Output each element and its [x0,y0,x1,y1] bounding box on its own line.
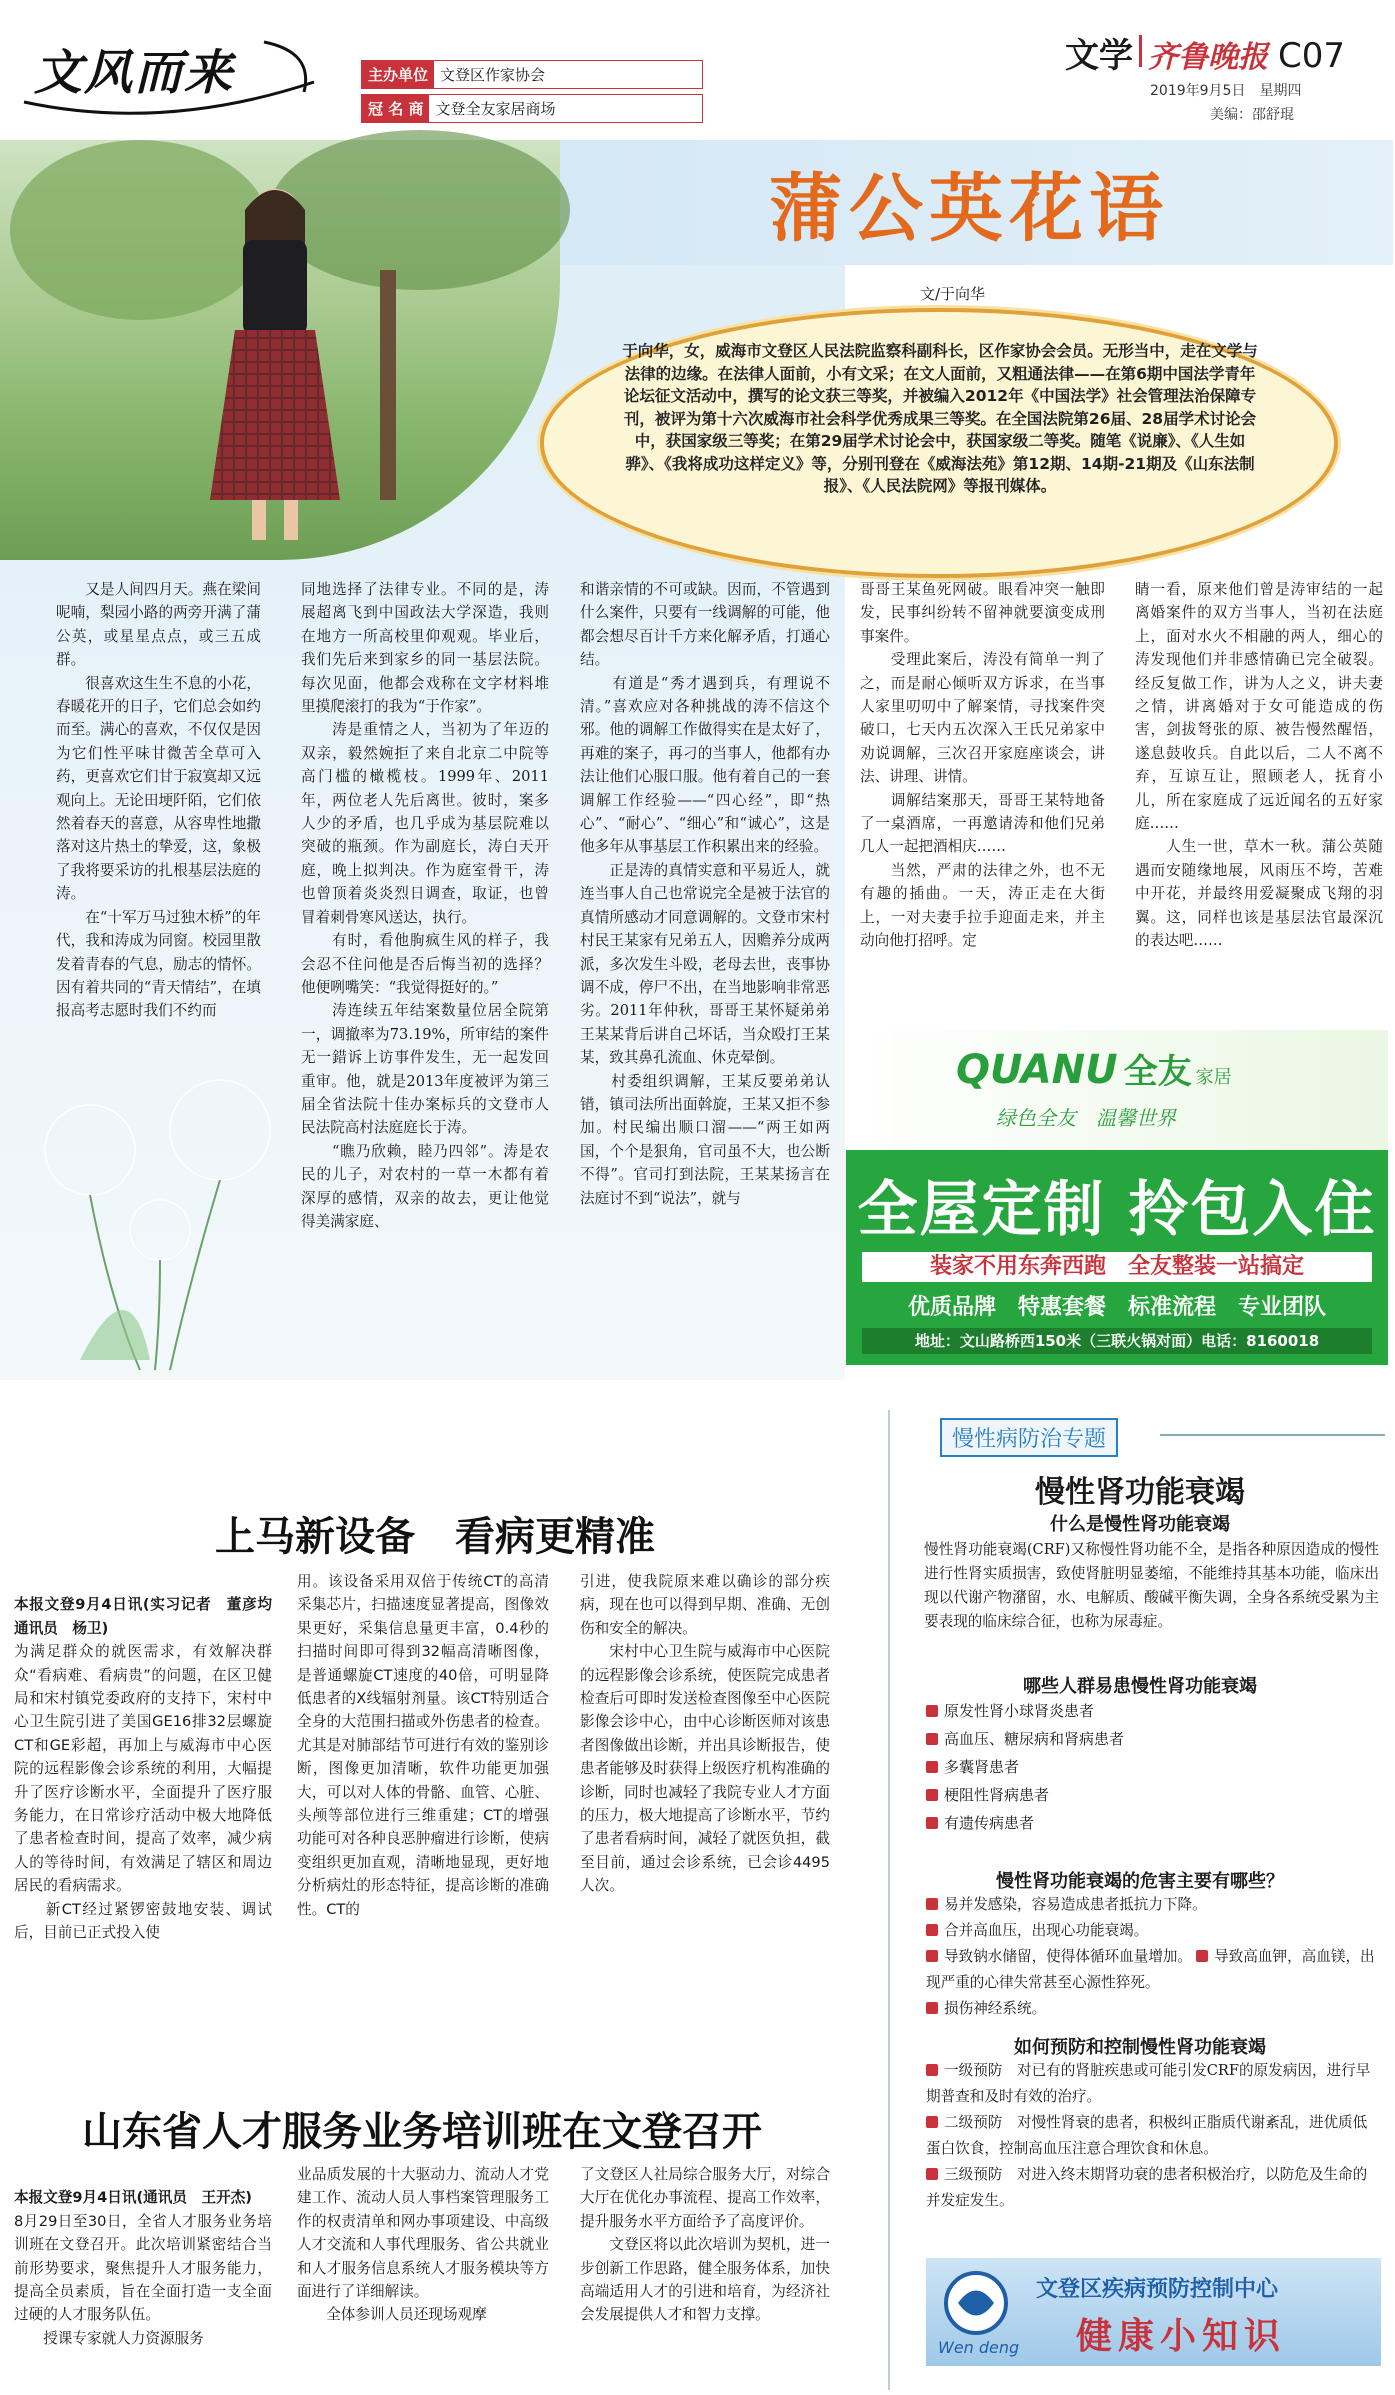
article2-title: 上马新设备 看病更精准 [215,1514,655,1560]
harm-item: 导致钠水储留，使得体循环血量增加。 导致高血钾，高血镁，出现严重的心律失常甚至心源性猝死。 [926,1948,1375,1991]
sponsor-label: 主办单位 [362,61,434,88]
article2-column-2: 用。该设备采用双倍于传统CT的高清采集芯片，扫描速度显著提高，图像效果更好，采集信息量更丰富，0.4秒的扫描时间即可得到32幅高清晰图像，是普通螺旋CT速度的40倍，可明显降低患者的X线辐射剂量。该CT特别适合全身的大范围扫描或外伤患者的检查。尤其是对肺部结节可进行有效的鉴别诊断，图像更加清晰，软件功能更加强大，可以对人体的骨骼、血管、心脏、头颅等部位进行三维重建；CT的增强功能可对各种良恶肿瘤进行诊断，使病变组织更加直观，清晰地显现，更好地分析病灶的形态特征，提高诊断的准确性。CT的 [297,1573,549,1918]
health-q1: 什么是慢性肾功能衰竭 [1050,1514,1230,1535]
ad-brand-latin: QUANU [956,1047,1118,1093]
title-sponsor-row [361,94,703,123]
editor-credit: 美编：邵舒琨 [1210,107,1294,123]
feature-title: 蒲公英花语 [769,166,1169,252]
risk-item: 有遗传病患者 [926,1809,1376,1837]
article2-lead: 本报文登9月4日讯(实习记者 董彦均 通讯员 杨卫) [14,1596,287,1637]
column-logo [14,22,344,118]
risk-item: 多囊肾患者 [926,1753,1376,1781]
feature-column-1: 又是人间四月天。燕在梁间呢喃，梨园小路的两旁开满了蒲公英，或星星点点，或三五成群。 很喜欢这生生不息的小花，春暖花开的日子，它们总会如约而至。满心的喜欢，不仅仅是因为它们性平味甘微苦全草可入药，更喜欢它们甘于寂寞却又远观向上。无论田埂阡陌，它们依然着春天的喜意，从容卑性地撒落对这片热土的挚爱，这，象极了我将要采访的扎根基层法庭的涛。 在“十军万马过独木桥”的年代，我和涛成为同窗。校园里散发着青春的气息，励志的情怀。因有着共同的“青天情结”，在填报高考志愿时我们不约而 [56,581,261,1020]
harm-item: 易并发感染，容易造成患者抵抗力下降。 [926,1892,1381,1918]
health-tag-rule [1160,1434,1385,1436]
square-bullet-icon [926,1733,938,1745]
feature-column-2: 同地选择了法律专业。不同的是，涛展超离飞到中国政法大学深造，我则在地方一所高校里仰观观。毕业后，我们先后来到家乡的同一基层法院。每次见面，他都会戏称在文字材料堆里摸爬滚打的我为“于作家”。 涛是重情之人，当初为了年迈的双亲，毅然婉拒了来自北京二中院等高门槛的橄榄枝。1999年、2011年，两位老人先后离世。彼时，案多人少的矛盾，也几乎成为基层院难以突破的瓶颈。作为副庭长，涛白天开庭，晚上拟判决。作为庭室骨干，涛也曾顶着炎炎烈日调查，取证，也曾冒着刺骨寒风送达，执行。 有时，看他朐疯生风的样子，我会忍不住问他是否后悔当初的选择？他便咧嘴笑：“我觉得挺好的。” 涛连续五年结案数量位居全院第一，调撤率为73.19%，所审结的案件无一錯诉上访事件发生，无一起发回重审。他，就是2013年度被评为第三届全省法院十佳办案标兵的文登市人民法院高村法庭庭长于涛。 “瞧乃欣赖，睦乃四邻”。涛是农民的儿子，对农村的一草一木都有着深厚的感情，双亲的故去，更让他觉得美满家庭、 [301,581,549,1230]
author-figure-graphic [0,140,560,560]
title-sponsor-label: 冠 名 商 [362,95,429,122]
cdc-org-name: 文登区疾病预防控制中心 [1036,2277,1279,2302]
health-title: 慢性肾功能衰竭 [1035,1475,1245,1510]
square-bullet-icon [926,1705,938,1717]
prevention-item: 二级预防 对慢性肾衰的患者，积极纠正脂质代谢紊乱，进优质低蛋白饮食，控制高血压注意合理饮食和休息。 [926,2114,1368,2157]
dandelion-illustration [20,1060,300,1370]
prevention-item: 三级预防 对进入终末期肾功衰的患者积极治疗，以防危及生命的并发症发生。 [926,2166,1368,2209]
ad-slogan: 绿色全友 温馨世界 [996,1106,1176,1130]
masthead-divider [1139,35,1142,67]
page-number: C07 [1278,36,1346,76]
brush-swirl-icon [14,22,334,118]
article3-column-2: 业品质发展的十大驱动力、流动人才党建工作、流动人员人事档案管理服务工作的权责清单和网办事项建设、中高级人才交流和人事代理服务、省公共就业和人才服务信息系统人才服务模块等方面进行了详细解读。 全体参训人员还现场观摩 [297,2166,549,2324]
ad-headline: 全屋定制 拎包入住 [857,1175,1377,1245]
paper-name: 齐鲁晚报 [1148,40,1268,75]
square-bullet-icon [926,2168,938,2180]
article2-column-1 [14,1570,287,1995]
ad-address: 地址：文山路桥西150米（三联火锅对面）电话：8160018 [862,1328,1372,1354]
square-bullet-icon [926,1761,938,1773]
article2-column-3: 引进，使我院原来难以确诊的部分疾病，现在也可以得到早期、准确、无创伤和安全的解决。 宋村中心卫生院与威海市中心医院的远程影像会诊系统，使医院完成患者检查后可即时发送检查图像至中心医院影像会诊中心，由中心诊断医师对该患者图像做出诊断，并出具诊断报告，使患者能够及时获得上级医疗机构准确的诊断，同时也减轻了我院专业人才方面的压力，极大地提高了诊断水平，节约了患者看病时间，减轻了就医负担，截至目前，通过会诊系统，已会诊4495人次。 [580,1573,830,1895]
cdc-slogan: 健康小知识 [1076,2315,1287,2357]
cdc-banner [926,2258,1381,2366]
article3-column-1 [14,2163,272,2388]
square-bullet-icon [926,1817,938,1829]
health-q2: 哪些人群易患慢性肾功能衰竭 [1023,1676,1257,1697]
square-bullet-icon [926,1924,938,1936]
square-bullet-icon [1196,1950,1208,1962]
harm-list [926,1892,1381,2022]
article2-column-1-text: 为满足群众的就医需求，有效解决群众“看病难、看病贵”的问题，在区卫健局和宋村镇党委政府的支持下，宋村中心卫生院引进了美国GE16排32层螺旋CT和GE彩超，再加上与威海市中心医院的远程影像会诊系统的利用，大幅提升了医疗诊断水平，全面提升了医疗服务能力，在日常诊疗活动中极大地降低了患者检查时间，提高了效率，减少病人的等待时间，有效满足了辖区和周边居民的看病需求。 新CT经过紧锣密鼓地安装、调试后，目前已正式投入使 [14,1643,272,1942]
article3-column-3: 了文登区人社局综合服务大厅，对综合大厅在优化办事流程、提高工作效率，提升服务水平方面给予了高度评价。 文登区将以此次培训为契机，进一步创新工作思路，健全服务体系，加快高端适用人才的引进和培育，为经济社会发展提供人才和智力支撑。 [580,2166,830,2324]
sponsor-row [361,60,703,89]
column-title: 文风而来 [34,45,235,101]
ad-line-3: 优质品牌 特惠套餐 标准流程 专业团队 [907,1295,1326,1320]
article3-lead: 本报文登9月4日讯(通讯员 王开杰) [14,2189,252,2207]
health-q3: 慢性肾功能衰竭的危害主要有哪些？ [996,1871,1284,1892]
furniture-advertisement[interactable] [846,1030,1388,1365]
prevention-item: 一级预防 对已有的肾脏疾患或可能引发CRF的原发病因，进行早期普查和及时有效的治疗。 [926,2062,1371,2105]
harm-item: 合并高血压，出现心功能衰竭。 [926,1918,1381,1944]
title-sponsor-value: 文登全友家居商场 [435,100,556,118]
square-bullet-icon [926,1950,938,1962]
masthead [1065,28,1385,76]
harm-item: 损伤神经系统。 [926,1996,1381,2022]
square-bullet-icon [926,2064,938,2076]
health-a1: 慢性肾功能衰竭(CRF)又称慢性肾功能不全，是指各种原因造成的慢性进行性肾实质损害，致使肾脏明显萎缩，不能维持其基本功能，临床出现以代谢产物潴留，水、电解质、酸碱平衡失调，全身各系统受累为主要表现的临床综合征，也称为尿毒症。 [924,1541,1379,1630]
article3-column-1-text: 8月29日至30日，全省人才服务业务培训班在文登召开。此次培训紧密结合当前形势要求，聚焦提升人才服务能力，提高全员素质，旨在全面打造一支全面过硬的人才服务队伍。 授课专家就人力资源服务 [14,2212,272,2347]
author-photo [0,140,560,560]
health-tag: 慢性病防治专题 [940,1418,1118,1457]
prevention-list [926,2058,1381,2214]
feature-column-3: 和谐亲情的不可或缺。因而，不管遇到什么案件，只要有一线调解的可能，他都会想尽百计千方来化解矛盾，打通心结。 有道是“秀才遇到兵，有理说不清。”喜欢应对各种挑战的涛不信这个邪。他的调解工作做得实在是太好了，再难的案子，再刁的当事人，他都有办法让他们心服口服。他有着自己的一套调解工作经验——“四心经”，即“热心”、“耐心”、“细心”和“诚心”，这是他多年从事基层工作积累出来的经验。 正是涛的真情实意和平易近人，就连当事人自己也常说完全是被于法官的真情所感动才同意调解的。文登市宋村村民王某家有兄弟五人，因赡养分成两派，多次发生斗殴，老母去世，丧事协调不成，停尸不出，在当地影响非常恶劣。2011年仲秋，哥哥王某怀疑弟弟王某某背后讲自己坏话，当众殴打王某某，致其鼻孔流血、休克晕倒。 村委组织调解，王某反要弟弟认错，镇司法所出面斡旋，王某又拒不参加。村民编出顺口溜——“两王如两国，个个是狠角，官司虽不大，也公断不得”。官司打到法院，王某某扬言在法庭讨不到“说法”，就与 [580,581,830,1207]
ad-brand-suffix: 家居 [1195,1067,1232,1088]
square-bullet-icon [926,1898,938,1910]
risk-list [926,1697,1376,1837]
ad-line-2: 装家不用东奔西跑 全友整装一站搞定 [862,1252,1372,1282]
risk-item: 梗阻性肾病患者 [926,1781,1376,1809]
sponsor-value: 文登区作家协会 [440,66,546,84]
section-name: 文学 [1065,36,1133,76]
cdc-logo-text: Wen deng [938,2338,1020,2357]
feature-column-5: 睛一看，原来他们曾是涛审结的一起离婚案件的双方当事人，当初在法庭上，面对水火不相融的两人，细心的涛发现他们并非感情确已完全破裂。经反复做工作，讲为人之义，讲夫妻之情，讲离婚对于女可能造成的伤害，剑拔弩张的原、被告慢然醒悟，遂息鼓收兵。自此以后，二人不离不弃，互谅互让，照顾老人，抚育小儿，所在家庭成了远近闻名的五好家庭…… 人生一世，草木一秋。蒲公英随遇而安随缘地展，风雨压不垮，苦难中开花，并最终用爱凝聚成飞翔的羽翼。这，同样也该是基层法官最深沉的表达吧…… [1135,581,1383,950]
cdc-logo-icon [936,2268,1016,2338]
square-bullet-icon [926,2002,938,2014]
article3-title: 山东省人才服务业务培训班在文登召开 [82,2109,762,2155]
risk-item: 高血压、糖尿病和肾病患者 [926,1725,1376,1753]
issue-date: 2019年9月5日 星期四 [1150,83,1302,99]
ad-brand-cn: 全友 [1123,1052,1192,1092]
health-q4: 如何预防和控制慢性肾功能衰竭 [1014,2037,1266,2058]
feature-byline: 文/于向华 [920,285,986,303]
author-bio: 于向华，女，威海市文登区人民法院监察科副科长，区作家协会会员。无形当中，走在文学与法律的边缘。在法律人面前，小有文采；在文人面前，又粗通法律——在第6期中国法学青年论坛征文活动中，撰写的论文获三等奖，并被编入2012年《中国法学》社会管理法治保障专刊，被评为第十六次威海市社会科学优秀成果三等奖。在全国法院第26届、28届学术讨论会中，获国家级三等奖；在第29届学术讨论会中，获国家级二等奖。随笔《说廉》、《人生如骅》、《我将成功这样定义》等，分别刊登在《威海法苑》第12期、14期-21期及《山东法制报》、《人民法院网》等报刊媒体。 [622,342,1258,495]
square-bullet-icon [926,1789,938,1801]
square-bullet-icon [926,2116,938,2128]
risk-item: 原发性肾小球肾炎患者 [926,1697,1376,1725]
feature-column-4: 哥哥王某鱼死网破。眼看冲突一触即发，民事纠纷转不留神就要演变成刑事案件。 受理此案后，涛没有简单一判了之，而是耐心倾听双方诉求，在当事人家里叨叨中了解案情，寻找案件突破口，七天内五次深入王氏兄弟家中劝说调解，三次召开家庭座谈会，讲法、讲理、讲情。 调解结案那天，哥哥王某特地备了一桌酒席，一再邀请涛和他们兄弟几人一起把酒相庆…… 当然，严肃的法律之外，也不无有趣的插曲。一天，涛正走在大街上，一对夫妻手拉手迎面走来，并主动向他打招呼。定 [860,581,1105,950]
